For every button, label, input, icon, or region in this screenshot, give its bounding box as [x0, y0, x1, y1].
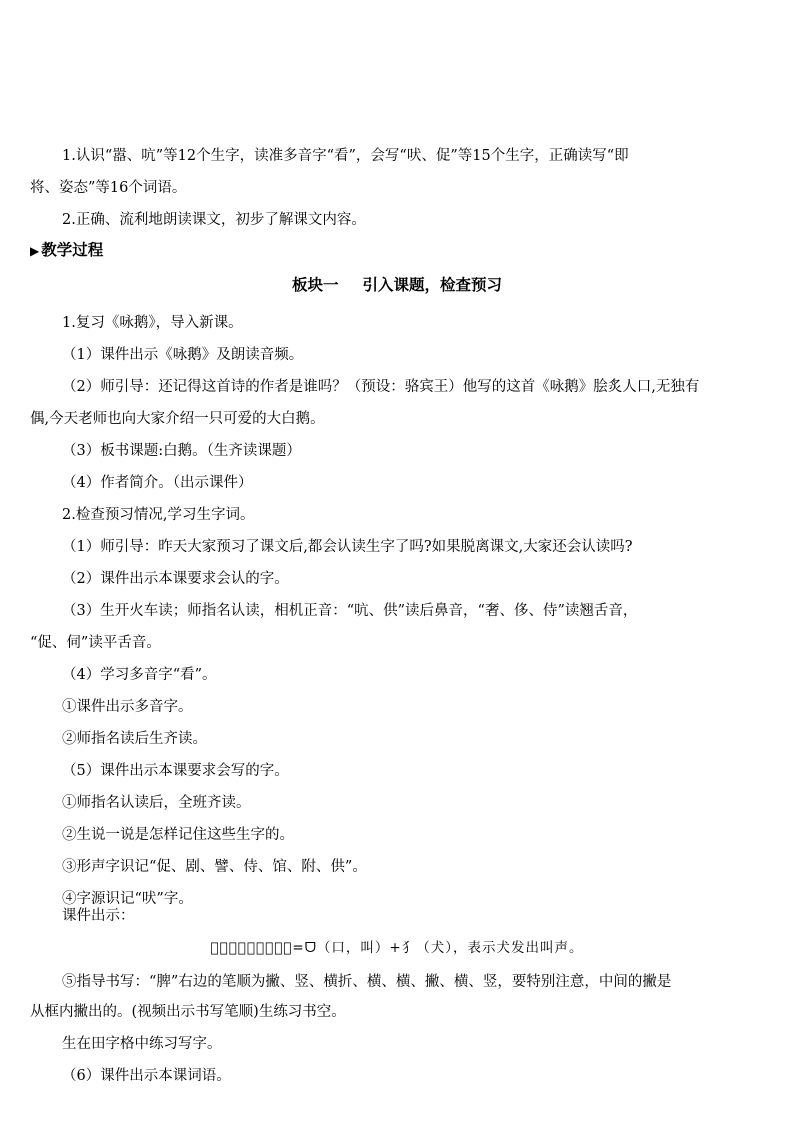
- item-1-2-line-2: 偶,今天老师也向大家介绍一只可爱的大白鹅。: [30, 411, 325, 427]
- item-2: 2.检查预习情况,学习生字词。: [62, 507, 255, 523]
- item-2-5-5-line-2: 从框内撇出的。(视频出示书写笔顺)生练习书空。: [30, 1004, 346, 1020]
- item-2-4-1: ①课件出示多音字。: [62, 699, 193, 715]
- slide-show-label: 课件出示：: [62, 908, 135, 924]
- item-2-2: （2）课件出示本课要求会认的字。: [62, 571, 289, 587]
- item-2-5-3: ③形声字识记“促、剧、譬、侍、馆、附、供”。: [62, 859, 367, 875]
- item-2-3-line-2: “促、伺”读平舌音。: [30, 635, 161, 651]
- section-heading: [30, 236, 103, 265]
- item-2-5-5-line-1: ⑤指导书写：“脾”右边的笔顺为撇、竖、横折、横、横、撇、横、竖，要特别注意，中间的撇是: [62, 974, 672, 990]
- section-title: 教学过程: [41, 241, 104, 259]
- item-2-3-line-1: （3）生开火车读；师指名认读，相机正音：“吭、供”读后鼻音，“奢、侈、侍”读翘舌音，: [62, 603, 638, 619]
- practice-line: 生在田字格中练习写字。: [62, 1036, 222, 1052]
- block-name: 引入课题，检查预习: [362, 276, 503, 294]
- goal-2: 2.正确、流利地朗读课文，初步了解课文内容。: [62, 212, 366, 228]
- goal-1-line-2: 将、姿态”等16个词语。: [30, 180, 187, 196]
- item-2-4-2: ②师指名读后生齐读。: [62, 731, 207, 747]
- item-2-5: （5）课件出示本课要求会写的字。: [62, 763, 289, 779]
- item-1-4: （4）作者简介。（出示课件）: [62, 475, 253, 491]
- item-2-5-4: ④字源识记“吠”字。: [62, 891, 193, 907]
- item-1-3: （3）板书课题:白鹅。（生齐读课题）: [62, 443, 301, 459]
- item-2-6: （6）课件出示本课词语。: [62, 1068, 231, 1084]
- item-2-4: （4）学习多音字“看”。: [62, 667, 217, 683]
- block-label: 板块一: [291, 276, 339, 294]
- item-1-2-line-1: （2）师引导：还记得这首诗的作者是谁吗？（预设：骆宾王）他写的这首《咏鹅》脍炙人口,无独有: [62, 379, 700, 395]
- etymology-note: 𠴠，吠，会意字。𠴠=ᗜ（口，叫）+犭（犬），表示犬发出叫声。: [210, 940, 584, 956]
- item-1: 1.复习《咏鹅》，导入新课。: [62, 315, 243, 331]
- item-2-1: （1）师引导：昨天大家预习了课文后,都会认读生字了吗?如果脱离课文,大家还会认读吗?: [62, 539, 633, 555]
- item-2-5-2: ②生说一说是怎样记住这些生字的。: [62, 827, 294, 843]
- item-1-1: （1）课件出示《咏鹅》及朗读音频。: [62, 347, 304, 363]
- block-title: [0, 271, 794, 299]
- item-2-5-1: ①师指名认读后，全班齐读。: [62, 795, 251, 811]
- goal-1-line-1: 1.认识“嚣、吭”等12个生字，读准多音字“看”，会写“吠、促”等15个生字，正确读写“即: [62, 148, 629, 164]
- triangle-marker-icon: ▶: [30, 244, 40, 258]
